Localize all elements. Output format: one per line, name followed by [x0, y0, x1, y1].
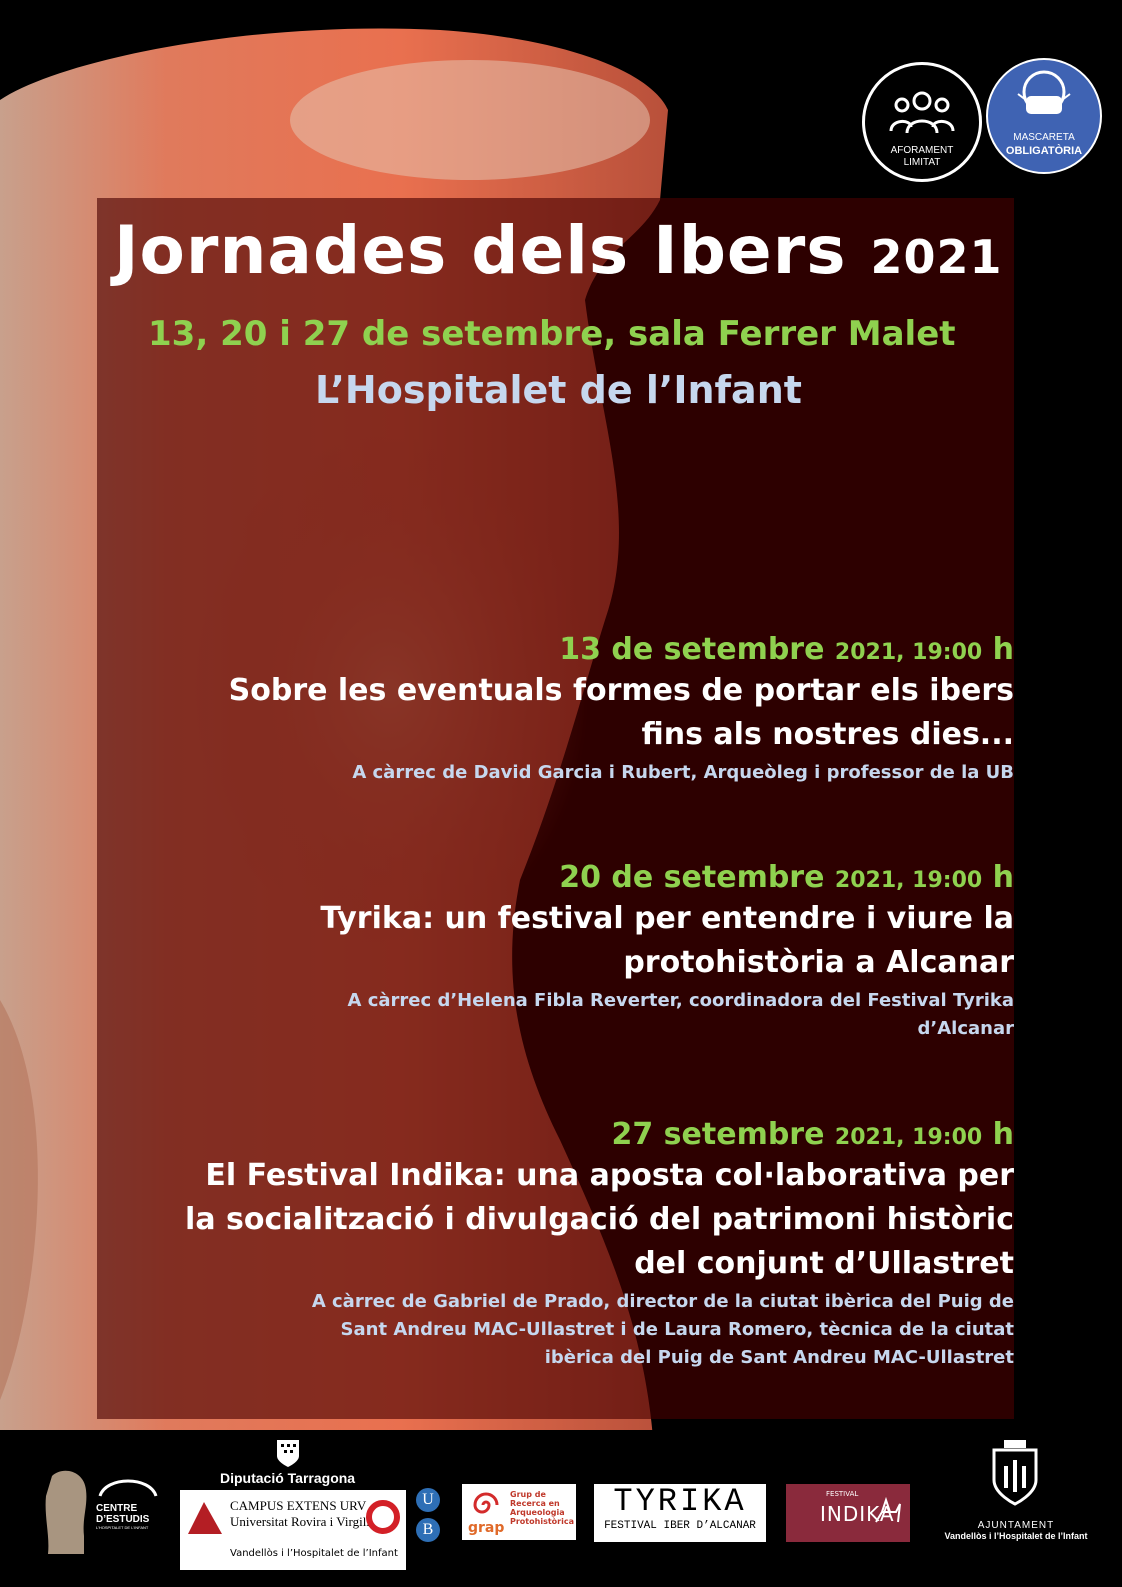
horse-rider-icon [872, 1492, 904, 1532]
urv-emblem-icon [184, 1498, 226, 1538]
arch-icon [96, 1470, 160, 1498]
sponsor-logos [0, 1430, 1122, 1587]
diputacio-crest-icon [275, 1438, 301, 1468]
title-year: 2021 [870, 230, 1003, 284]
urv-logo: CAMPUS EXTENS URV Universitat Rovira i Virgili Vandellòs i l’Hospitalet de l’Infant [180, 1490, 406, 1570]
title-text: Jornades dels Ibers [114, 212, 847, 289]
grap-spiral-icon [468, 1488, 504, 1522]
urv-circle-icon [366, 1500, 400, 1534]
talk-1-title: Sobre les eventuals formes de portar els ibers fins als nostres dies... [228, 673, 1014, 752]
page-title [114, 212, 1014, 289]
talk-1-when: 13 de setembre 2021, 19:00 h [559, 632, 1014, 667]
capacity-label-1: AFORAMENT [890, 145, 954, 156]
ajuntament-logo: AJUNTAMENT Vandellòs i l’Hospitalet de l’Infant [944, 1520, 1088, 1541]
talk-3-when: 27 setembre 2021, 19:00 h [611, 1117, 1014, 1152]
people-icon [887, 89, 957, 135]
ub-logo: U B [416, 1488, 442, 1544]
capacity-limited-badge [862, 62, 982, 182]
ajuntament-crest-icon [988, 1436, 1042, 1506]
talk-1-speaker: A càrrec de David Garcia i Rubert, Arqueòleg i professor de la UB [352, 762, 1014, 783]
face-mask-icon [1014, 68, 1074, 130]
event-place: L’Hospitalet de l’Infant [315, 368, 802, 412]
talk-2-when: 20 de setembre 2021, 19:00 h [559, 860, 1014, 895]
centre-estudis-logo: CENTRE D’ESTUDIS L’HOSPITALET DE L’INFANT [96, 1470, 168, 1531]
head-sculpture-icon [42, 1466, 92, 1554]
talk-2-title: Tyrika: un festival per entendre i viure la protohistòria a Alcanar [320, 901, 1014, 980]
tyrika-logo: TYRIKA FESTIVAL IBER D’ALCANAR [594, 1484, 766, 1542]
indika-logo: FESTIVAL INDIKA [786, 1484, 910, 1542]
talk-3-title: El Festival Indika: una aposta col·laborativa per la socialització i divulgació del patrimoni històric del conjunt d’Ullastret [185, 1158, 1014, 1281]
diputacio-logo: Diputació Tarragona [220, 1470, 356, 1486]
mask-required-badge [986, 58, 1102, 174]
talk-2 [154, 860, 1014, 1043]
grap-logo: grap Grup de Recerca en Arqueologia Protohistòrica [462, 1484, 576, 1540]
talk-1 [154, 632, 1014, 787]
talk-3 [134, 1117, 1014, 1372]
capacity-label-2: LIMITAT [903, 157, 941, 168]
mask-label-1: MASCARETA [1013, 132, 1075, 143]
mask-label-2: OBLIGATÒRIA [1005, 145, 1083, 157]
talk-3-speaker: A càrrec de Gabriel de Prado, director de la ciutat ibèrica del Puig de Sant Andreu MAC-Ullastret i de Laura Romero, tècnica de la ciutat ibèrica del Puig de Sant Andreu MAC-Ullastret [311, 1291, 1014, 1368]
talk-2-speaker: A càrrec d’Helena Fibla Reverter, coordinadora del Festival Tyrika d’Alcanar [347, 990, 1014, 1039]
event-dates: 13, 20 i 27 de setembre, sala Ferrer Malet [148, 314, 956, 354]
